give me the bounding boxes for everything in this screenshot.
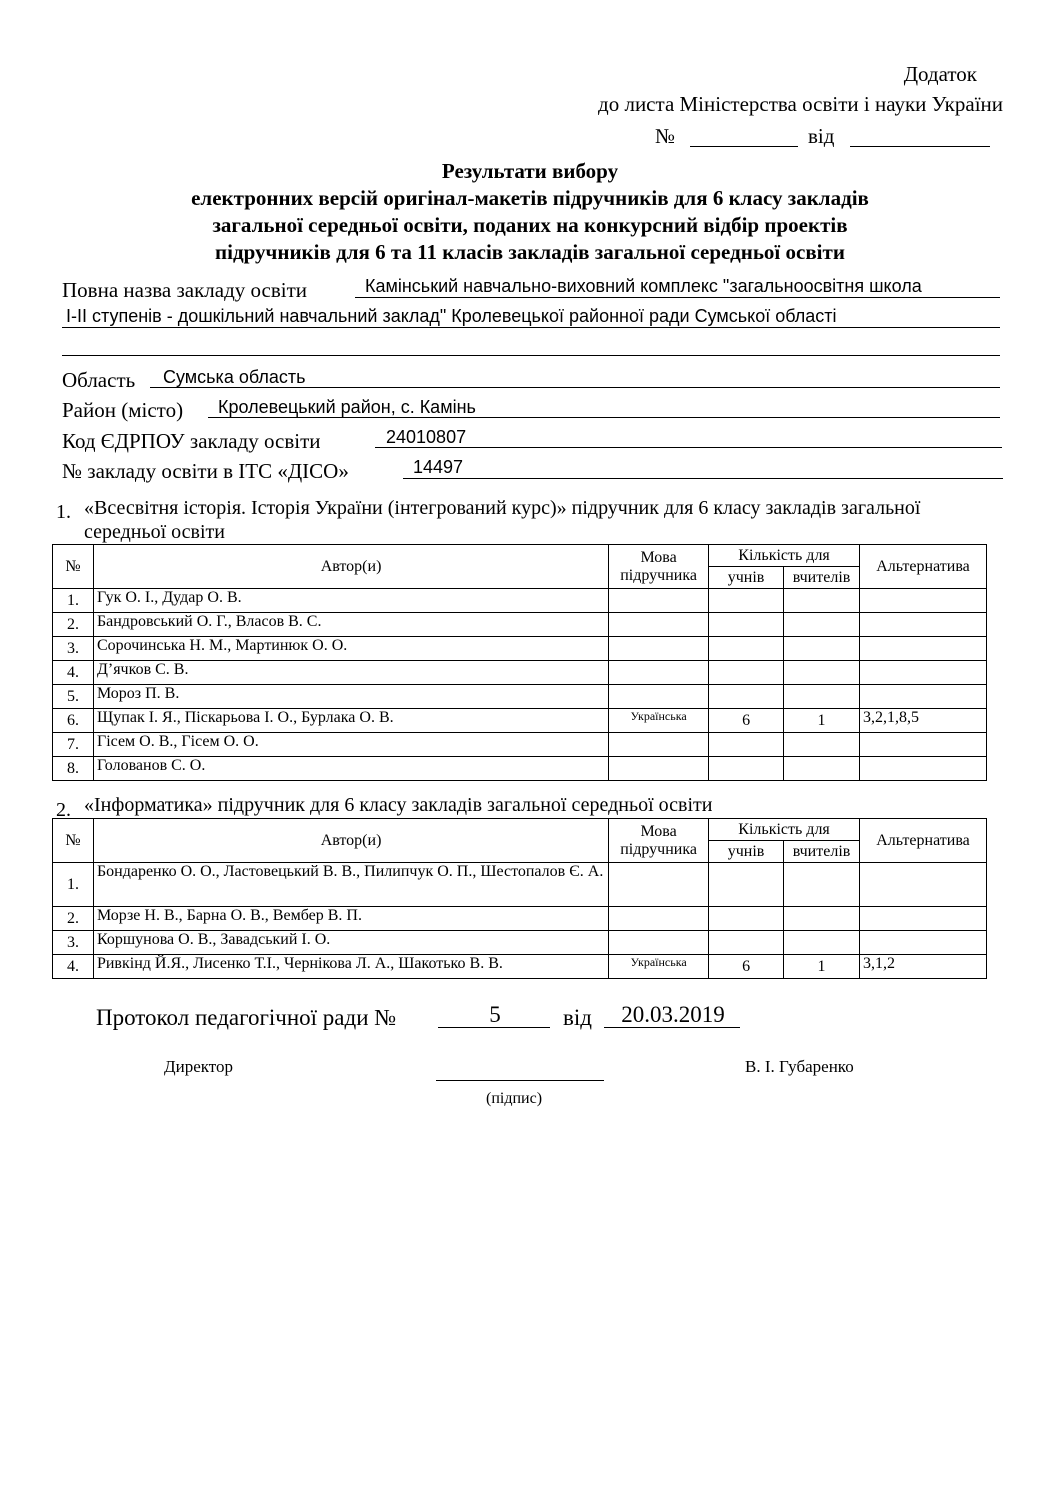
header-authors: Автор(и) [93,545,608,589]
row-number: 2. [53,907,94,931]
row-author: Ривкінд Й.Я., Лисенко Т.І., Чернікова Л. А., Шакотько В. В. [93,955,608,979]
row-students [709,931,784,955]
edrpou-label: Код ЄДРПОУ закладу освіти [62,429,321,453]
row-language [609,733,709,757]
edrpou-underline [375,447,1002,448]
letter-number-label: № [655,124,676,148]
protocol-number: 5 [489,1002,501,1027]
row-language: Українська [609,955,709,979]
row-students [709,907,784,931]
protocol-label: Протокол педагогічної ради № [96,1005,397,1030]
row-alternative [860,907,987,931]
header-alternative: Альтернатива [860,545,987,589]
row-teachers [784,907,860,931]
protocol-number-underline [438,1027,550,1028]
row-number: 6. [53,709,94,733]
table-row [53,931,987,955]
letter-date-label: від [808,124,835,148]
row-language [609,637,709,661]
itc-underline [403,478,1003,479]
row-number: 3. [53,637,94,661]
row-students [709,637,784,661]
row-author: Щупак І. Я., Піскарьова І. О., Бурлака О. В. [93,709,608,733]
table-row [53,661,987,685]
row-alternative [860,613,987,637]
header-num: № [53,545,94,589]
row-alternative [860,685,987,709]
row-alternative [860,637,987,661]
header-language: Мова підручника [609,545,709,589]
school-name-label: Повна назва закладу освіти [62,278,308,302]
header-teachers: вчителів [784,567,860,589]
row-alternative [860,863,987,907]
table-row [53,733,987,757]
region-value: Сумська область [163,367,306,387]
row-number: 1. [53,863,94,907]
row-alternative [860,661,987,685]
row-teachers [784,757,860,781]
row-teachers [784,685,860,709]
to-letter-label: до листа Міністерства освіти і науки України [598,92,1003,116]
signature-hint: (підпис) [486,1090,543,1107]
row-students: 6 [709,709,784,733]
row-number: 3. [53,931,94,955]
row-language [609,589,709,613]
title-line-2: електронних версій оригінал-макетів підручників для 6 класу закладів [191,186,869,210]
row-students [709,733,784,757]
table-row [53,613,987,637]
row-teachers [784,637,860,661]
row-teachers [784,733,860,757]
school-name-line-1: Камінський навчально-виховний комплекс "загальноосвітня школа [365,276,922,296]
row-language [609,931,709,955]
table-row [53,863,987,907]
director-label: Директор [164,1057,233,1076]
row-author: Бандровський О. Г., Власов В. С. [93,613,608,637]
row-language [609,613,709,637]
row-teachers [784,863,860,907]
title-line-1: Результати вибору [441,159,619,183]
title-line-3: загальної середньої освіти, поданих на конкурсний відбір проектів [212,213,848,237]
table-row [53,907,987,931]
row-students: 6 [709,955,784,979]
row-teachers: 1 [784,709,860,733]
title-line-4: підручників для 6 та 11 класів закладів загальної середньої освіти [215,240,845,264]
school-name-line-2: І-ІІ ступенів - дошкільний навчальний заклад" Кролевецької районної ради Сумської області [66,306,837,326]
header-students: учнів [709,567,784,589]
row-number: 8. [53,757,94,781]
section-1-table [52,544,987,781]
row-language [609,907,709,931]
header-num: № [53,819,94,863]
section-2-title: «Інформатика» підручник для 6 класу закладів загальної середньої освіти [84,794,713,816]
director-name: В. І. Губаренко [745,1057,854,1076]
row-alternative [860,733,987,757]
school-name-underline-3 [62,355,1000,356]
row-students [709,757,784,781]
section-1-number: 1. [56,501,71,523]
edrpou-value: 24010807 [386,427,467,447]
row-students [709,589,784,613]
document-title [60,158,1000,266]
row-author: Мороз П. В. [93,685,608,709]
table-row [53,589,987,613]
row-teachers [784,613,860,637]
itc-label: № закладу освіти в ІТС «ДІСО» [62,459,349,483]
row-author: Д’ячков С. В. [93,661,608,685]
header-quantity: Кількість для [709,545,860,567]
protocol-date: 20.03.2019 [621,1002,725,1027]
row-language [609,661,709,685]
header-authors: Автор(и) [93,819,608,863]
row-language: Українська [609,709,709,733]
itc-value: 14497 [413,457,464,477]
header-language: Мова підручника [609,819,709,863]
row-author: Сорочинська Н. М., Мартинюк О. О. [93,637,608,661]
protocol-date-label: від [563,1005,592,1030]
row-author: Коршунова О. В., Завадський І. О. [93,931,608,955]
appendix-label: Додаток [903,62,977,86]
row-alternative: 3,1,2 [860,955,987,979]
row-number: 1. [53,589,94,613]
row-teachers: 1 [784,955,860,979]
school-name-underline-1 [355,297,1000,298]
row-alternative: 3,2,1,8,5 [860,709,987,733]
table-row [53,757,987,781]
section-2-number: 2. [56,799,71,821]
table-row [53,637,987,661]
row-number: 4. [53,661,94,685]
row-number: 4. [53,955,94,979]
region-label: Область [62,368,136,392]
row-author: Бондаренко О. О., Ластовецький В. В., Пилипчук О. П., Шестопалов Є. А. [93,863,608,907]
row-author: Гук О. І., Дудар О. В. [93,589,608,613]
letter-number-blank [690,146,798,147]
row-students [709,863,784,907]
row-alternative [860,931,987,955]
signature-line [436,1080,604,1081]
school-name-underline-2 [62,327,1000,328]
row-number: 2. [53,613,94,637]
section-1-title: «Всесвітня історія. Історія України (інтегрований курс)» підручник для 6 класу закладів загальної середньої освіти [84,497,921,543]
header-teachers: вчителів [784,841,860,863]
row-teachers [784,931,860,955]
region-underline [150,387,1000,388]
row-teachers [784,661,860,685]
row-students [709,613,784,637]
district-label: Район (місто) [62,398,184,422]
row-author: Морзе Н. В., Барна О. В., Вембер В. П. [93,907,608,931]
table-row [53,955,987,979]
district-underline [208,417,1000,418]
row-language [609,757,709,781]
header-students: учнів [709,841,784,863]
row-students [709,685,784,709]
district-value: Кролевецький район, с. Камінь [218,397,476,417]
row-number: 5. [53,685,94,709]
protocol-date-underline [604,1027,740,1028]
row-students [709,661,784,685]
letter-date-blank [850,146,990,147]
row-author: Голованов С. О. [93,757,608,781]
row-alternative [860,589,987,613]
row-alternative [860,757,987,781]
row-number: 7. [53,733,94,757]
header-quantity: Кількість для [709,819,860,841]
row-author: Гісем О. В., Гісем О. О. [93,733,608,757]
table-row [53,709,987,733]
section-2-table [52,818,987,979]
row-teachers [784,589,860,613]
header-alternative: Альтернатива [860,819,987,863]
row-language [609,685,709,709]
row-language [609,863,709,907]
table-row [53,685,987,709]
